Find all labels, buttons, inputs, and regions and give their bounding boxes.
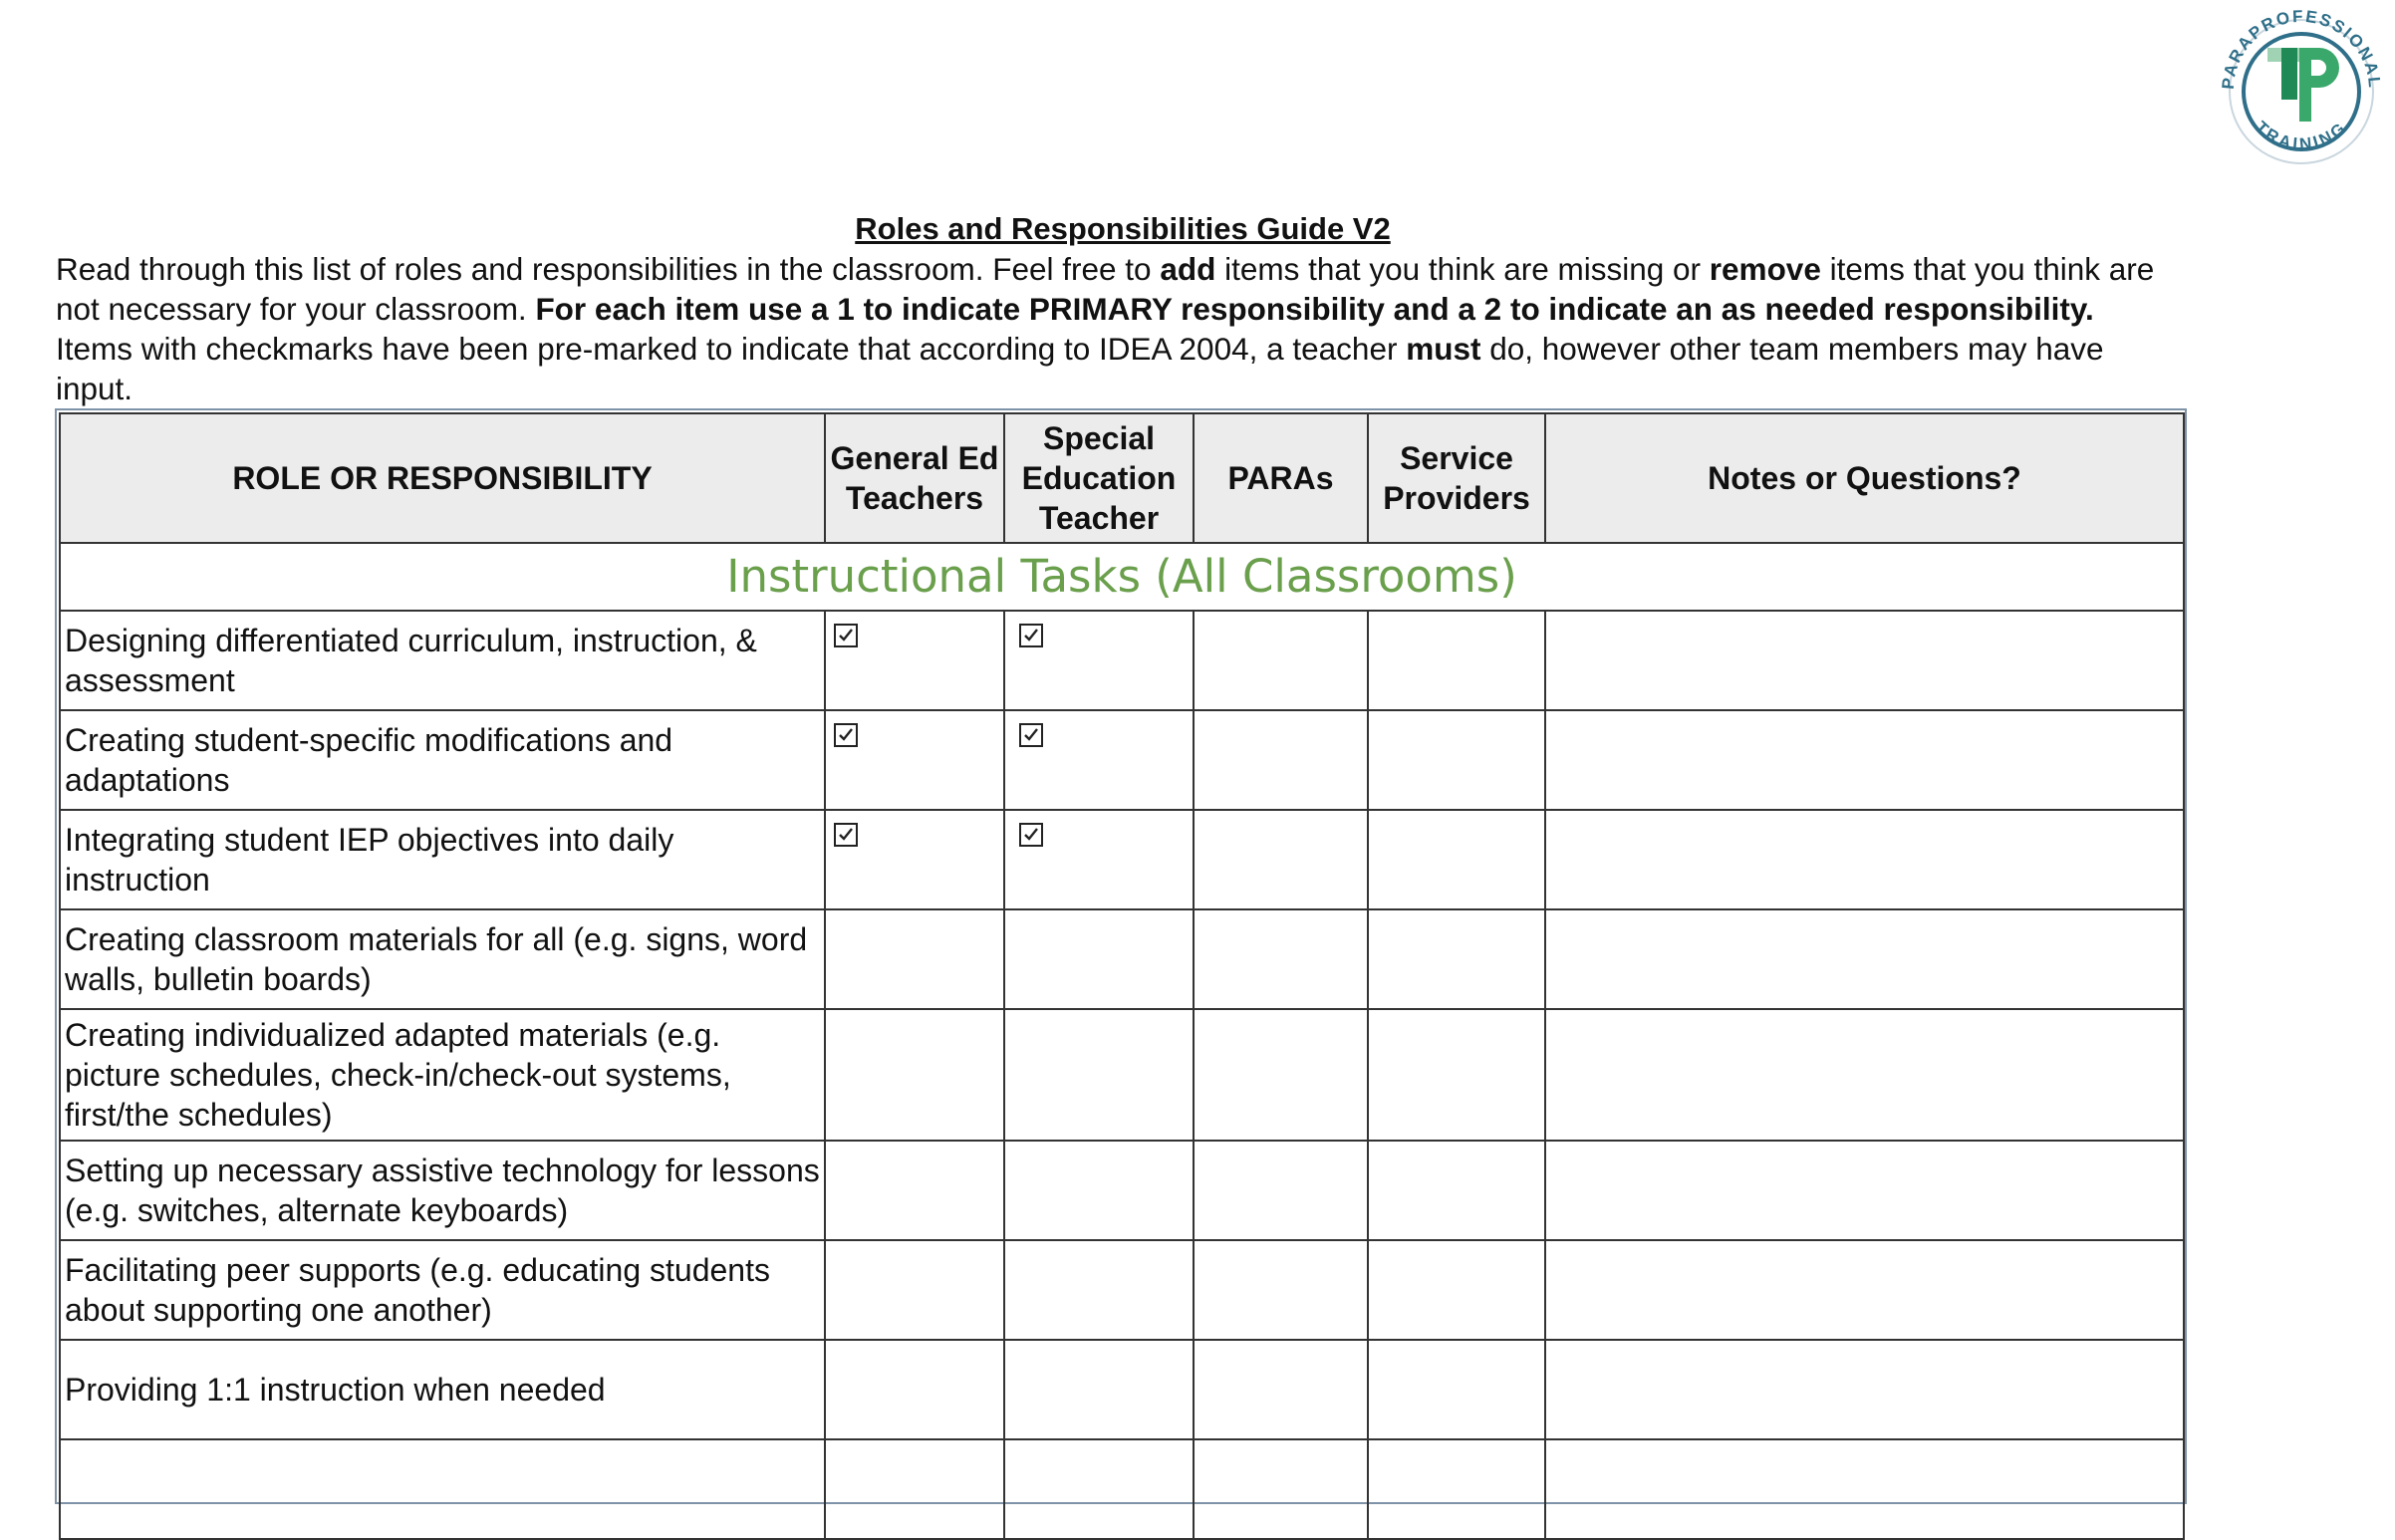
intro-bold-remove: remove [1709, 251, 1821, 287]
responsibilities-table [59, 412, 2185, 1540]
table-row [60, 710, 2184, 810]
service-cell[interactable] [1368, 1439, 1545, 1539]
paras-cell[interactable] [1194, 1141, 1368, 1240]
service-cell[interactable] [1368, 1240, 1545, 1340]
gen-ed-cell[interactable] [825, 611, 1004, 710]
notes-cell[interactable] [1545, 1141, 2184, 1240]
header-special-ed: Special Education Teacher [1004, 413, 1194, 543]
table-row [60, 810, 2184, 909]
table-row [60, 1240, 2184, 1340]
task-cell: Designing differentiated curriculum, instruction, & assessment [60, 611, 825, 710]
paras-cell[interactable] [1194, 909, 1368, 1009]
paras-cell[interactable] [1194, 710, 1368, 810]
checkbox-checked-icon[interactable] [834, 624, 858, 647]
paraprofessional-training-logo [2212, 0, 2391, 179]
intro-bold-must: must [1406, 331, 1481, 367]
gen-ed-cell[interactable] [825, 1340, 1004, 1439]
intro-paragraph [56, 249, 2168, 408]
service-cell[interactable] [1368, 611, 1545, 710]
paras-cell[interactable] [1194, 1240, 1368, 1340]
document-title: Roles and Responsibilities Guide V2 [855, 211, 1391, 246]
table-row [60, 611, 2184, 710]
paras-cell[interactable] [1194, 611, 1368, 710]
paras-cell[interactable] [1194, 1009, 1368, 1141]
task-cell: Creating classroom materials for all (e.g. signs, word walls, bulletin boards) [60, 909, 825, 1009]
notes-cell[interactable] [1545, 810, 2184, 909]
header-general-ed: General Ed Teachers [825, 413, 1004, 543]
sped-cell[interactable] [1004, 1009, 1194, 1141]
intro-text: do, however other team members may have input. [56, 331, 2104, 406]
checkbox-checked-icon[interactable] [1019, 823, 1043, 847]
table-row [60, 1439, 2184, 1539]
service-cell[interactable] [1368, 1141, 1545, 1240]
sped-cell[interactable] [1004, 1141, 1194, 1240]
gen-ed-cell[interactable] [825, 1439, 1004, 1539]
table-header-row [60, 413, 2184, 543]
intro-text: Read through this list of roles and responsibilities in the classroom. Feel free to [56, 251, 1161, 287]
table-row [60, 1009, 2184, 1141]
intro-text: items that you think are missing or [1215, 251, 1710, 287]
notes-cell[interactable] [1545, 1240, 2184, 1340]
intro-text: Items with checkmarks have been pre-marked to indicate that according to IDEA 2004, a teacher [56, 331, 1407, 367]
table-row [60, 1141, 2184, 1240]
task-cell: Providing 1:1 instruction when needed [60, 1340, 825, 1439]
header-role: ROLE OR RESPONSIBILITY [60, 413, 825, 543]
sped-cell[interactable] [1004, 1240, 1194, 1340]
task-cell: Creating student-specific modifications and adaptations [60, 710, 825, 810]
checkbox-checked-icon[interactable] [1019, 624, 1043, 647]
sped-cell[interactable] [1004, 1340, 1194, 1439]
section-title: Instructional Tasks (All Classrooms) [60, 543, 2184, 611]
sped-cell[interactable] [1004, 810, 1194, 909]
task-cell: Facilitating peer supports (e.g. educating students about supporting one another) [60, 1240, 825, 1340]
notes-cell[interactable] [1545, 909, 2184, 1009]
service-cell[interactable] [1368, 1340, 1545, 1439]
task-cell: Integrating student IEP objectives into daily instruction [60, 810, 825, 909]
notes-cell[interactable] [1545, 1009, 2184, 1141]
logo-monogram-icon [2267, 48, 2339, 122]
paras-cell[interactable] [1194, 1439, 1368, 1539]
logo-ring-top-text: PARAPROFESSIONAL [2218, 6, 2385, 91]
task-cell [60, 1439, 825, 1539]
sped-cell[interactable] [1004, 909, 1194, 1009]
gen-ed-cell[interactable] [825, 1240, 1004, 1340]
checkbox-checked-icon[interactable] [834, 823, 858, 847]
notes-cell[interactable] [1545, 611, 2184, 710]
header-service-providers: Service Providers [1368, 413, 1545, 543]
sped-cell[interactable] [1004, 1439, 1194, 1539]
gen-ed-cell[interactable] [825, 1141, 1004, 1240]
logo-ring-bottom-text: TRAINING [2252, 117, 2351, 154]
gen-ed-cell[interactable] [825, 1009, 1004, 1141]
paras-cell[interactable] [1194, 810, 1368, 909]
responsibilities-table-frame [55, 408, 2187, 1504]
notes-cell[interactable] [1545, 710, 2184, 810]
checkbox-checked-icon[interactable] [1019, 723, 1043, 747]
intro-bold-add: add [1160, 251, 1216, 287]
intro-text: items that you think are not necessary for your classroom. [56, 251, 2155, 327]
notes-cell[interactable] [1545, 1439, 2184, 1539]
service-cell[interactable] [1368, 810, 1545, 909]
header-notes: Notes or Questions? [1545, 413, 2184, 543]
gen-ed-cell[interactable] [825, 909, 1004, 1009]
header-paras: PARAs [1194, 413, 1368, 543]
sped-cell[interactable] [1004, 710, 1194, 810]
service-cell[interactable] [1368, 1009, 1545, 1141]
intro-bold-instructions: For each item use a 1 to indicate PRIMARY responsibility and a 2 to indicate an as needed responsibility. [535, 291, 2094, 327]
task-cell: Creating individualized adapted materials (e.g. picture schedules, check-in/check-out systems, first/the schedules) [60, 1009, 825, 1141]
gen-ed-cell[interactable] [825, 810, 1004, 909]
table-row [60, 909, 2184, 1009]
paras-cell[interactable] [1194, 1340, 1368, 1439]
svg-text:TRAINING [2252, 118, 2351, 154]
table-row [60, 1340, 2184, 1439]
section-row [60, 543, 2184, 611]
service-cell[interactable] [1368, 710, 1545, 810]
gen-ed-cell[interactable] [825, 710, 1004, 810]
checkbox-checked-icon[interactable] [834, 723, 858, 747]
notes-cell[interactable] [1545, 1340, 2184, 1439]
sped-cell[interactable] [1004, 611, 1194, 710]
service-cell[interactable] [1368, 909, 1545, 1009]
task-cell: Setting up necessary assistive technology for lessons (e.g. switches, alternate keyboards) [60, 1141, 825, 1240]
